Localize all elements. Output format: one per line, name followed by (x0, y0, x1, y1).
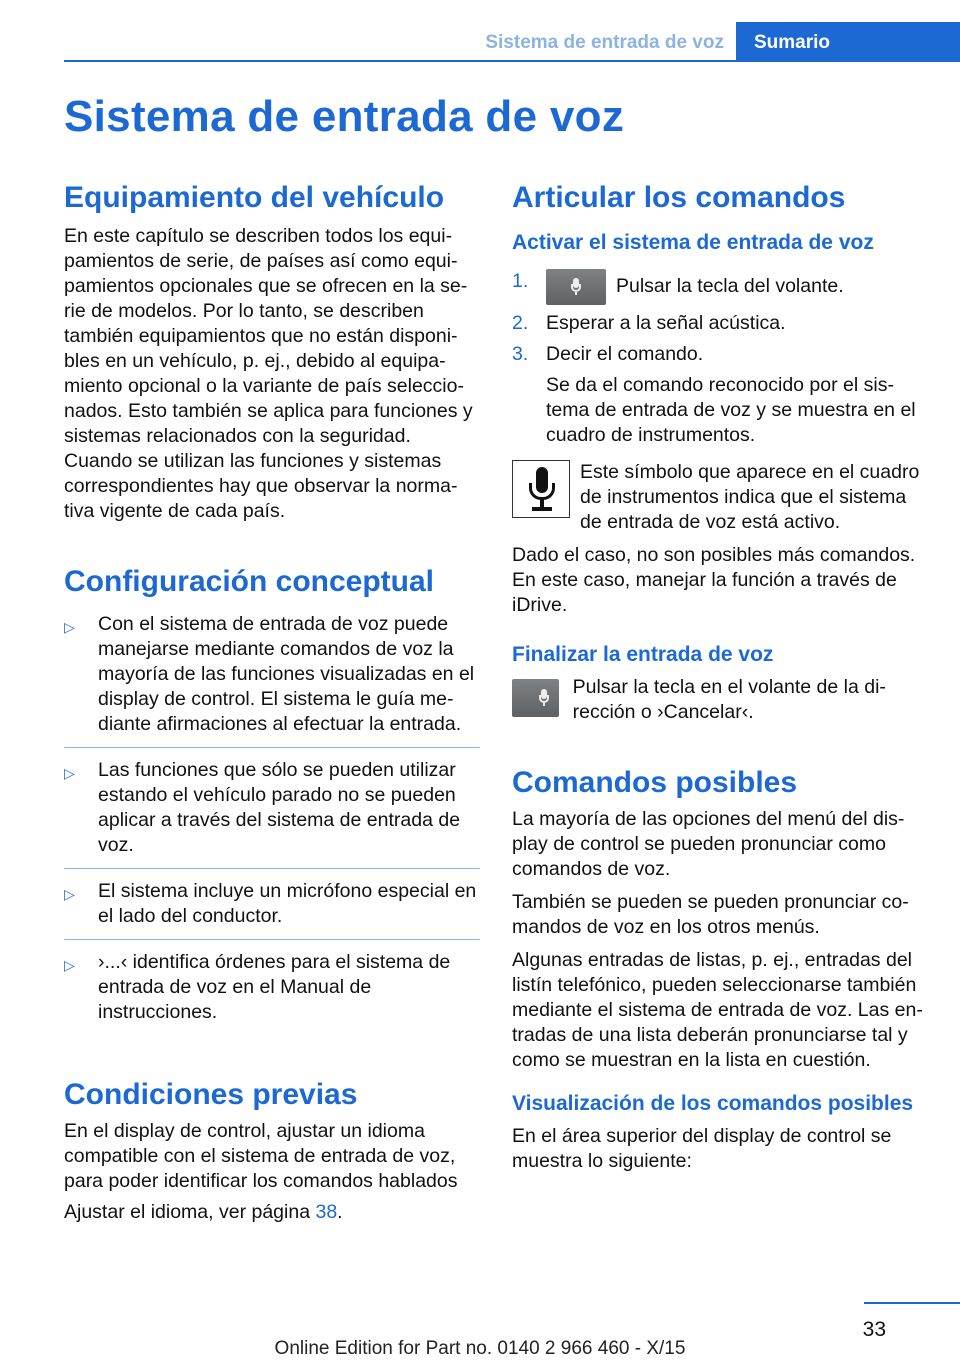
left-column (64, 178, 480, 1225)
step-item (512, 269, 928, 305)
heading-configuracion: Configuración conceptual (64, 565, 435, 598)
paragraph-dado-caso: Dado el caso, no son posibles más comandos. En este caso, manejar la función a través de iDrive. (512, 544, 916, 616)
step-text: Decir el comando. (546, 343, 704, 365)
microphone-icon (512, 460, 570, 518)
page-number: 33 (862, 1318, 886, 1341)
microphone-key-icon (546, 269, 606, 305)
list-item-text: Las funciones que sólo se pueden utilizar estando el vehículo parado no se pueden aplicar a través del sistema de entrada de voz. (98, 759, 461, 856)
step-number: 2. (512, 312, 529, 334)
edition-footer: Online Edition for Part no. 0140 2 966 460 - X/15 (274, 1338, 686, 1359)
list-item-text: Con el sistema de entrada de voz puede manejarse mediante comandos de voz la mayoría de las funciones visualizadas en el display de control. El sistema le guía mediante afirmaciones al efectuar la entrada. (98, 613, 475, 735)
list-item (64, 879, 480, 940)
microphone-key-icon (512, 679, 559, 717)
heading-finalizar: Finalizar la entrada de voz (512, 643, 774, 666)
text: . (337, 1201, 343, 1223)
list-item (64, 950, 480, 1035)
paragraph-normativa: Cuando se utilizan las funciones y sistemas correspondientes hay que observar la normativa vigente de cada país. (64, 450, 458, 522)
header-rule (64, 60, 960, 62)
triangle-bullet-icon: ▷ (64, 619, 75, 635)
steps-list (512, 269, 928, 448)
finalizar-row (512, 675, 928, 725)
text: Ajustar el idioma, ver página (64, 1201, 316, 1223)
triangle-bullet-icon: ▷ (64, 886, 75, 902)
step-text: Pulsar la tecla del volante. (616, 275, 844, 298)
step-text: Esperar a la señal acústica. (546, 312, 786, 334)
triangle-bullet-icon: ▷ (64, 765, 75, 781)
heading-equipamiento: Equipamiento del vehículo (64, 181, 445, 214)
list-item (64, 758, 480, 869)
paragraph-equipamiento: En este capítulo se describen todos los equipamientos de serie, de países así como equipamientos opcionales que se ofrecen en la serie de modelos. Por lo tanto, se describen también equipamientos que no están disponibles en un vehículo, p. ej., debido al equipamiento opcional o la variante de país seleccionados. Esto también se aplica para funciones y sistemas relacionados con la seguridad. (64, 225, 473, 447)
heading-condiciones: Condiciones previas (64, 1078, 358, 1111)
step-number: 1. (512, 270, 529, 292)
list-item-text: ›...‹ identifica órdenes para el sistema de entrada de voz en el Manual de instrucciones. (98, 951, 451, 1023)
heading-articular: Articular los comandos (512, 181, 846, 214)
page-link-38[interactable]: 38 (315, 1201, 338, 1223)
page-number-rule (864, 1302, 960, 1304)
bullet-list (64, 612, 480, 1035)
header-tab-sumario[interactable]: Sumario (736, 22, 960, 62)
list-item (64, 612, 480, 748)
step-item (512, 342, 928, 448)
right-column (512, 178, 928, 1174)
page-title: Sistema de entrada de voz (64, 92, 625, 141)
active-symbol-row (512, 460, 928, 535)
step-detail: Se da el comando reconocido por el sistema de entrada de voz y se muestra en el cuadro de instrumentos. (546, 374, 916, 446)
finalizar-text: Pulsar la tecla en el volante de la dirección o ›Cancelar‹. (572, 676, 886, 723)
paragraph-comandos-2: También se pueden se pueden pronunciar comandos de voz en los otros menús. (512, 891, 909, 938)
header-section-title: Sistema de entrada de voz (485, 32, 724, 53)
list-item-text: El sistema incluye un micrófono especial en el lado del conductor. (98, 880, 477, 927)
heading-visualizacion: Visualización de los comandos posibles (512, 1092, 914, 1115)
symbol-description: Este símbolo que aparece en el cuadro de instrumentos indica que el sistema de entrada de voz está activo. (580, 461, 920, 533)
heading-comandos: Comandos posibles (512, 766, 798, 799)
paragraph-visualizacion: En el área superior del display de control se muestra lo siguiente: (512, 1125, 892, 1172)
step-number: 3. (512, 343, 529, 365)
paragraph-comandos-1: La mayoría de las opciones del menú del display de control se pueden pronunciar como comandos de voz. (512, 808, 905, 880)
paragraph-condiciones: En el display de control, ajustar un idioma compatible con el sistema de entrada de voz, para poder identificar los comandos hablados (64, 1120, 458, 1192)
step-item (512, 311, 928, 336)
paragraph-ajustar-idioma (64, 1200, 480, 1225)
heading-activar: Activar el sistema de entrada de voz (512, 231, 874, 254)
triangle-bullet-icon: ▷ (64, 957, 75, 973)
paragraph-comandos-3: Algunas entradas de listas, p. ej., entradas del listín telefónico, pueden seleccionarse también mediante el sistema de entrada de voz. Las entradas de una lista deberán pronunciarse tal y como se muestran en la lista en cuestión. (512, 949, 923, 1071)
